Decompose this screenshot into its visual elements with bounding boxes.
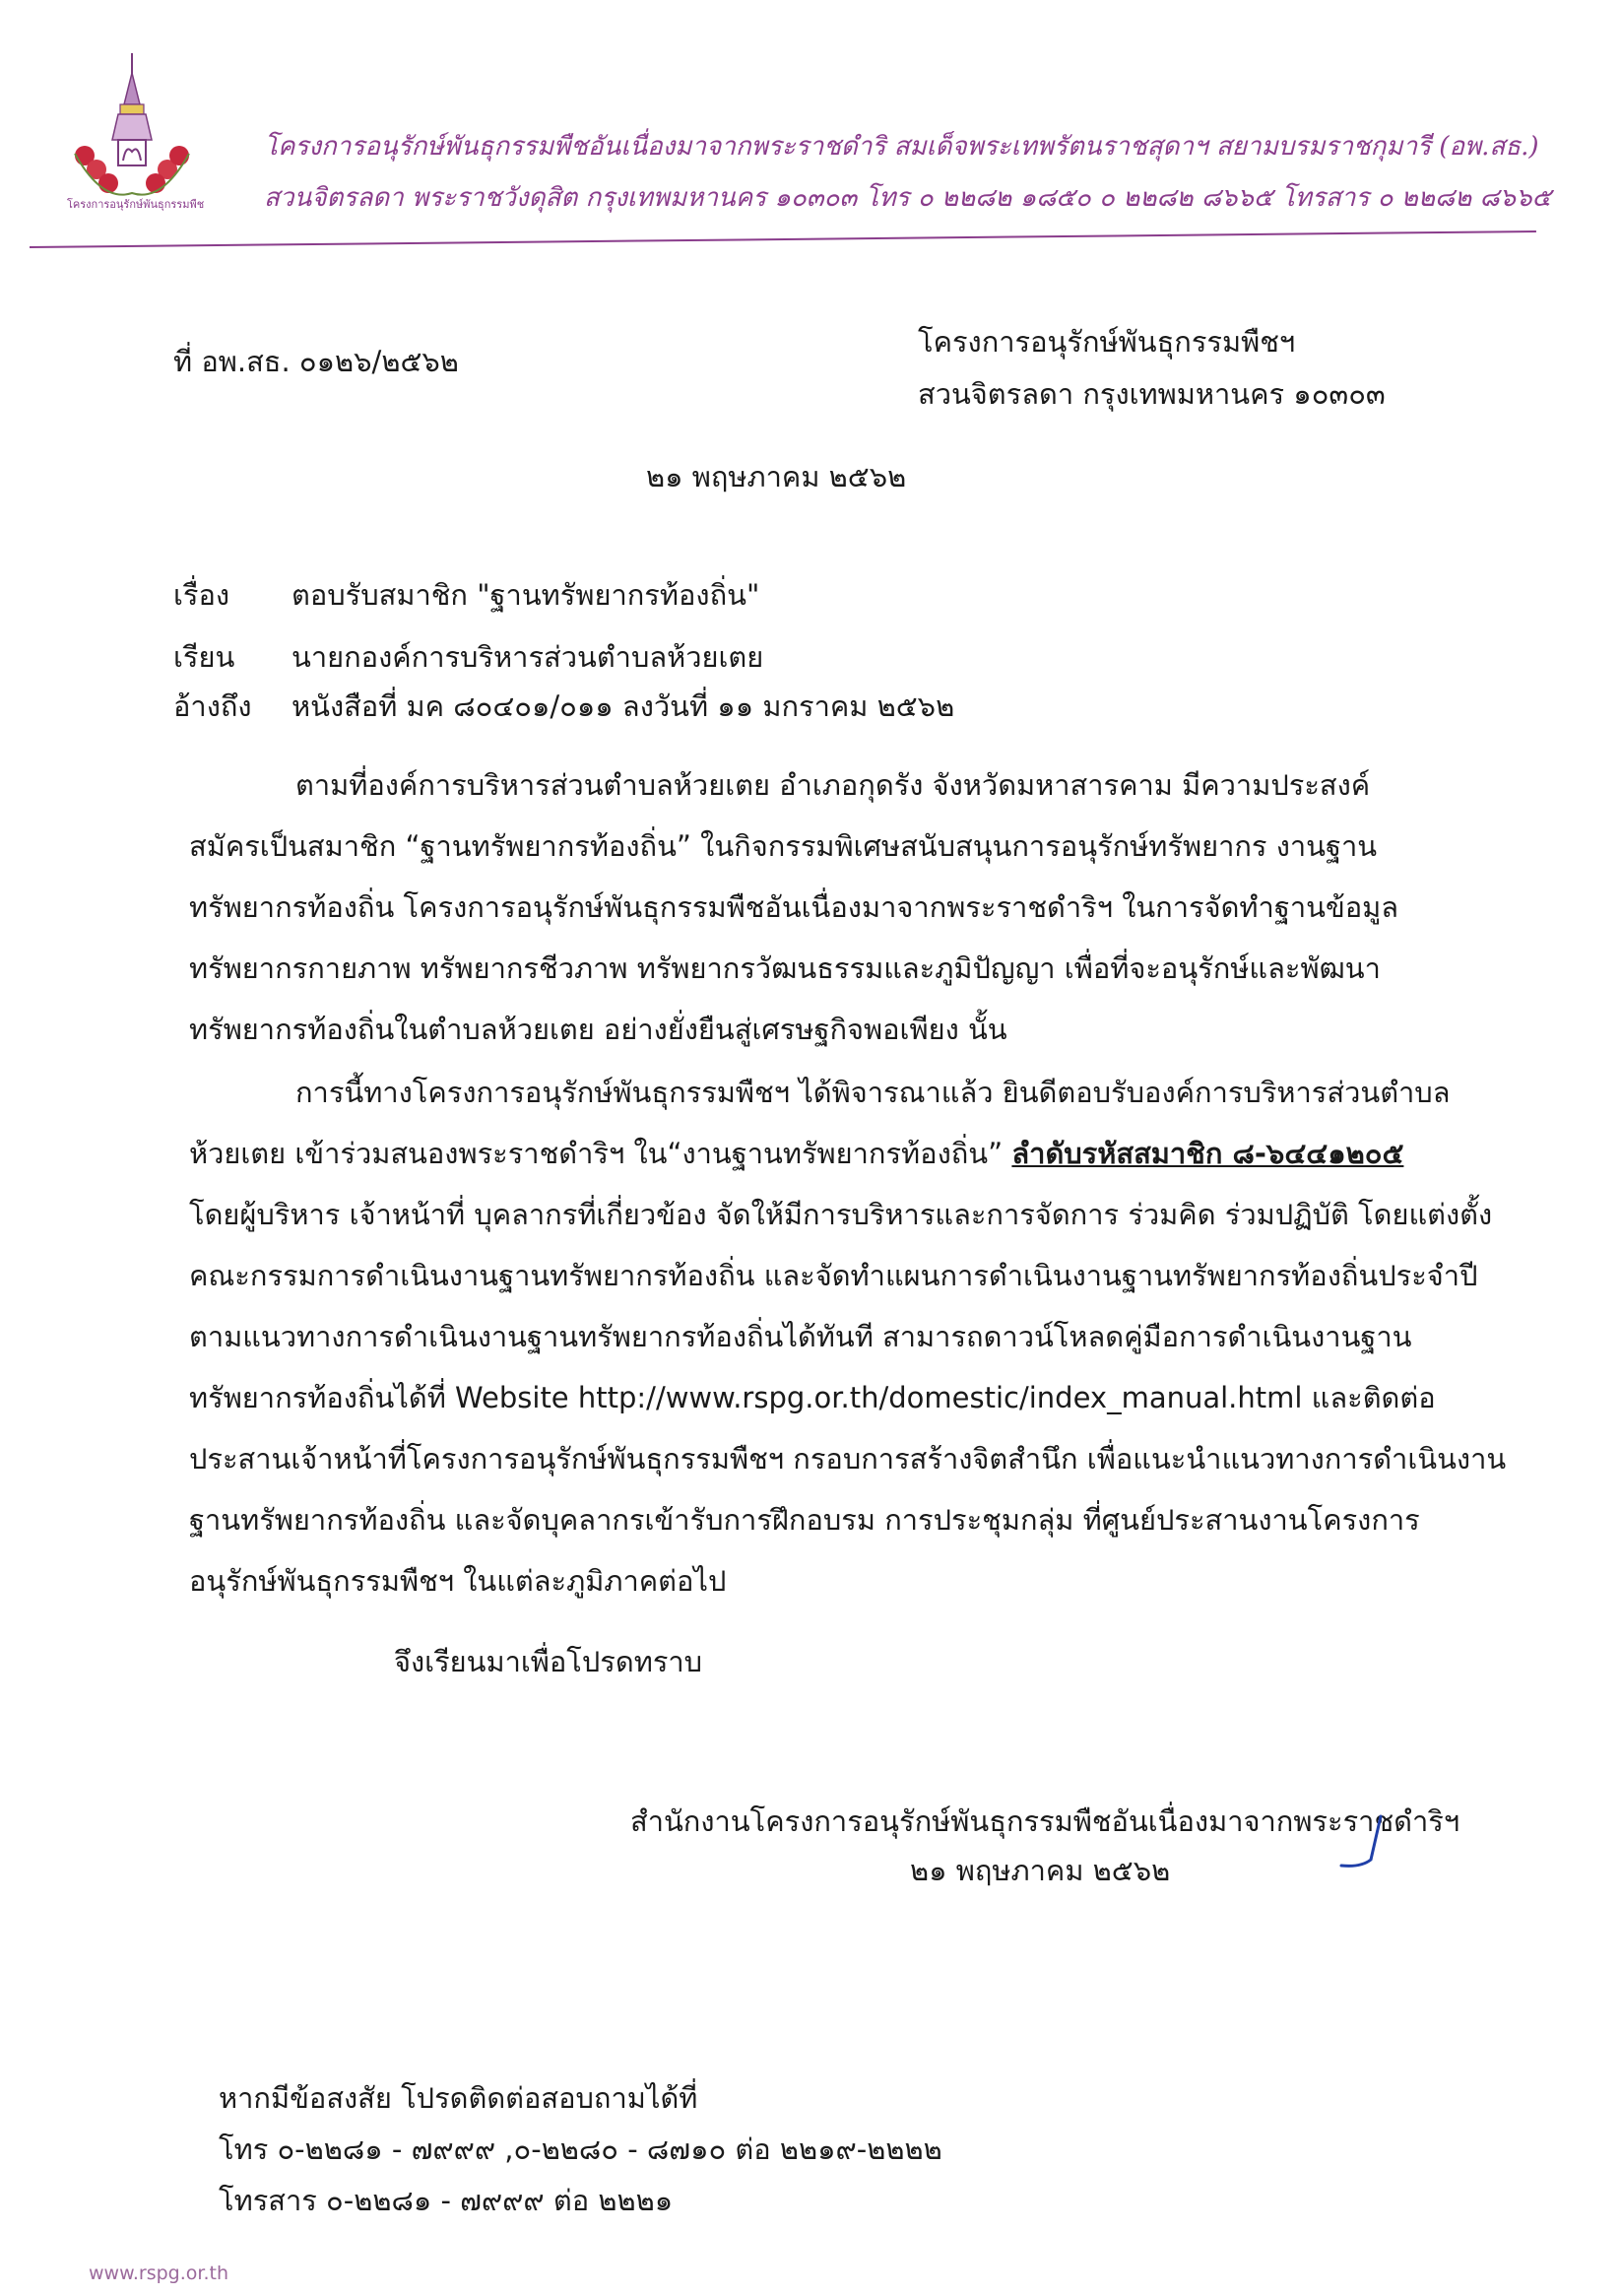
reference-number: ที่ อพ.สธ. ๐๑๒๖/๒๕๖๒ xyxy=(173,345,459,378)
paragraph-1-line-5: ทรัพยากรท้องถิ่นในตำบลห้วยเตย อย่างยั่งยืนสู่เศรษฐกิจพอเพียง นั้น xyxy=(189,1013,1007,1046)
paragraph-2-line-3: โดยผู้บริหาร เจ้าหน้าที่ บุคลากรที่เกี่ยวข้อง จัดให้มีการบริหารและการจัดการ ร่วมคิด ร่วมปฏิบัติ โดยแต่งตั้ง xyxy=(189,1198,1493,1231)
sender-address-line-1: โครงการอนุรักษ์พันธุกรรมพืชฯ xyxy=(918,325,1296,359)
contact-fax: โทรสาร ๐-๒๒๘๑ - ๗๙๙๙ ต่อ ๒๒๒๑ xyxy=(219,2184,674,2217)
footer-website-link[interactable]: www.rspg.or.th xyxy=(89,2263,229,2284)
paragraph-2-line-5: ตามแนวทางการดำเนินงานฐานทรัพยากรท้องถิ่นได้ทันที สามารถดาวน์โหลดคู่มือการดำเนินงานฐาน xyxy=(189,1320,1412,1353)
header-line-2: สวนจิตรลดา พระราชวังดุสิต กรุงเทพมหานคร ๑๐๓๐๓ โทร ๐ ๒๒๘๒ ๑๘๕๐ ๐ ๒๒๘๒ ๘๖๖๕ โทรสาร ๐ ๒๒๘๒ ๘๖๖๕ xyxy=(264,183,1552,213)
paragraph-2-line-4: คณะกรรมการดำเนินงานฐานทรัพยากรท้องถิ่น และจัดทำแผนการดำเนินงานฐานทรัพยากรท้องถิ่นประจำปี xyxy=(189,1259,1478,1292)
paragraph-1-line-3: ทรัพยากรท้องถิ่น โครงการอนุรักษ์พันธุกรรมพืชอันเนื่องมาจากพระราชดำริฯ ในการจัดทำฐานข้อมูล xyxy=(189,890,1399,924)
paragraph-1-line-2: สมัครเป็นสมาชิก “ฐานทรัพยากรท้องถิ่น” ในกิจกรรมพิเศษสนับสนุนการอนุรักษ์ทรัพยากร งานฐาน xyxy=(189,829,1378,863)
paragraph-2-line-2 xyxy=(189,1137,1403,1171)
paragraph-1-line-1: ตามที่องค์การบริหารส่วนตำบลห้วยเตย อำเภอกุดรัง จังหวัดมหาสารคาม มีความประสงค์ xyxy=(295,768,1371,802)
paragraph-2-line-6: ทรัพยากรท้องถิ่นได้ที่ Website http://www.rspg.or.th/domestic/index_manual.html และติดต่อ xyxy=(189,1381,1436,1414)
reference-label: อ้างถึง xyxy=(173,689,252,723)
signature-mark xyxy=(1331,1808,1400,1877)
royal-crest-logo xyxy=(63,45,240,223)
subject-label: เรื่อง xyxy=(173,578,230,612)
paragraph-2-line-8: ฐานทรัพยากรท้องถิ่น และจัดบุคลากรเข้ารับการฝึกอบรม การประชุมกลุ่ม ที่ศูนย์ประสานงานโครงการ xyxy=(189,1503,1420,1537)
closing-text: จึงเรียนมาเพื่อโปรดทราบ xyxy=(394,1645,703,1678)
contact-line-1: หากมีข้อสงสัย โปรดติดต่อสอบถามได้ที่ xyxy=(219,2081,698,2115)
paragraph-2-line-9: อนุรักษ์พันธุกรรมพืชฯ ในแต่ละภูมิภาคต่อไป xyxy=(189,1564,727,1598)
member-code: ลำดับรหัสสมาชิก ๘-๖๔๔๑๒๐๕ xyxy=(1011,1137,1404,1170)
paragraph-2-line-2-text: ห้วยเตย เข้าร่วมสนองพระราชดำริฯ ใน“งานฐานทรัพยากรท้องถิ่น” xyxy=(189,1137,1012,1170)
recipient-label: เรียน xyxy=(173,640,235,674)
contact-phone: โทร ๐-๒๒๘๑ - ๗๙๙๙ ,๐-๒๒๘๐ - ๘๗๑๐ ต่อ ๒๒๑๙-๒๒๒๒ xyxy=(219,2132,942,2166)
signature-date: ๒๑ พฤษภาคม ๒๕๖๒ xyxy=(910,1854,1171,1887)
paragraph-2-line-7: ประสานเจ้าหน้าที่โครงการอนุรักษ์พันธุกรรมพืชฯ กรอบการสร้างจิตสำนึก เพื่อแนะนำแนวทางการดำเนินงาน xyxy=(189,1442,1507,1476)
reference-value: หนังสือที่ มค ๘๐๔๐๑/๐๑๑ ลงวันที่ ๑๑ มกราคม ๒๕๖๒ xyxy=(292,689,955,723)
header-line-1: โครงการอนุรักษ์พันธุกรรมพืชอันเนื่องมาจากพระราชดำริ สมเด็จพระเทพรัตนราชสุดาฯ สยามบรมราชกุมารี (อพ.สธ.) xyxy=(264,132,1539,162)
paragraph-2-line-1: การนี้ทางโครงการอนุรักษ์พันธุกรรมพืชฯ ได้พิจารณาแล้ว ยินดีตอบรับองค์การบริหารส่วนตำบล xyxy=(295,1076,1451,1109)
subject-value: ตอบรับสมาชิก "ฐานทรัพยากรท้องถิ่น" xyxy=(292,578,760,612)
signature-office: สำนักงานโครงการอนุรักษ์พันธุกรรมพืชอันเนื่องมาจากพระราชดำริฯ xyxy=(630,1804,1460,1838)
paragraph-1-line-4: ทรัพยากรกายภาพ ทรัพยากรชีวภาพ ทรัพยากรวัฒนธรรมและภูมิปัญญา เพื่อที่จะอนุรักษ์และพัฒนา xyxy=(189,951,1381,985)
logo-caption: โครงการอนุรักษ์พันธุกรรมพืช xyxy=(67,198,205,211)
header-divider xyxy=(30,230,1536,248)
recipient-value: นายกองค์การบริหารส่วนตำบลห้วยเตย xyxy=(292,640,764,674)
sender-address-line-2: สวนจิตรลดา กรุงเทพมหานคร ๑๐๓๐๓ xyxy=(918,377,1386,411)
letter-date: ๒๑ พฤษภาคม ๒๕๖๒ xyxy=(646,460,907,493)
